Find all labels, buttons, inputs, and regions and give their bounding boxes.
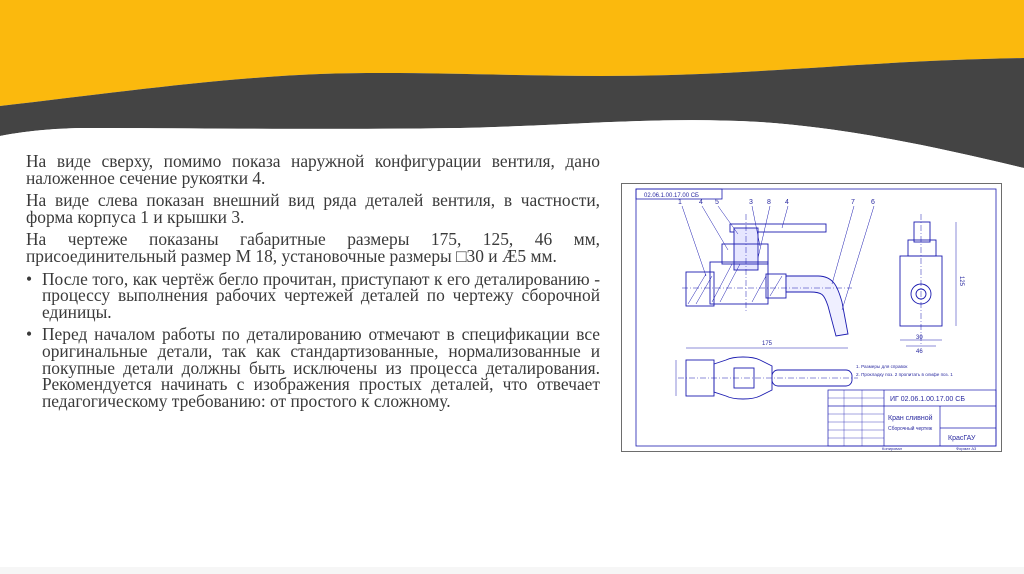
top-view xyxy=(676,348,858,399)
callout-label: 3 xyxy=(749,199,753,206)
drawing-sheet xyxy=(622,184,1001,451)
dim-width-label: 175 xyxy=(762,341,773,347)
title-org: КрасГАУ xyxy=(948,435,976,442)
dim-height-label: 125 xyxy=(958,276,964,287)
title-subname: Сборочный чертеж xyxy=(888,426,933,432)
callout-label: 4 xyxy=(785,199,789,206)
footer-left: Копировал xyxy=(882,446,903,451)
title-name: Кран сливной xyxy=(888,415,933,422)
paragraph-left-view xyxy=(26,192,600,225)
stamp-top-text: 02.06.1.00.17.00 СБ xyxy=(644,193,699,199)
bullet-item-specification xyxy=(26,326,600,409)
paragraph-text: Перед началом работы по деталированию отмечают в спецификации все оригинальные детали, так как стандартизованные, нормализованные и покупные детали должны быть исключены из процесса деталирования. Рекомендуется начинать с изображения простых деталей, что отвечает педагогическому требованию: от простого к сложному. xyxy=(42,324,600,411)
drawing-note: 2. Прокладку поз. 2 пропитать в олифе поз. 1 xyxy=(856,372,953,377)
dim-side-label: 46 xyxy=(916,349,923,355)
front-view xyxy=(682,214,852,336)
title-code: ИГ 02.06.1.00.17.00 СБ xyxy=(890,396,965,403)
body-text xyxy=(26,153,600,415)
bottom-strip xyxy=(0,567,1024,574)
bullet-marker: • xyxy=(26,324,33,345)
callout-label: 1 xyxy=(678,199,682,206)
callout-label: 5 xyxy=(715,199,719,206)
dim-side2-label: 30 xyxy=(916,335,923,341)
callout-label: 4 xyxy=(699,199,703,206)
callout-label: 8 xyxy=(767,199,771,206)
side-cap xyxy=(914,222,930,242)
paragraph-top-view xyxy=(26,153,600,186)
footer-right: Формат А3 xyxy=(956,446,977,451)
drawing-note: 1. Размеры для справок xyxy=(856,364,908,369)
callouts xyxy=(682,206,874,310)
paragraph-text: На чертеже показаны габаритные размеры 175, 125, 46 мм, присоединительный размер М 18, установочные размеры □30 и Æ5 мм. xyxy=(26,229,600,266)
callout-labels xyxy=(678,199,875,206)
side-view xyxy=(900,214,956,346)
paragraph-dimensions xyxy=(26,231,600,264)
paragraph-text: На виде слева показан внешний вид ряда деталей вентиля, в частности, форма корпуса 1 и крышки 3. xyxy=(26,190,600,227)
paragraph-text: После того, как чертёж бегло прочитан, приступают к его деталированию - процессу выполнения рабочих чертежей деталей по чертежу сборочной единицы. xyxy=(42,268,600,322)
callout-label: 6 xyxy=(871,199,875,206)
callout-label: 7 xyxy=(851,199,855,206)
spout xyxy=(786,276,848,336)
paragraph-text: На виде сверху, помимо показа наружной конфигурации вентиля, дано наложенное сечение рукоятки 4. xyxy=(26,151,600,188)
bullet-marker: • xyxy=(26,268,33,289)
assembly-drawing xyxy=(621,183,1002,452)
bullet-item-detailing xyxy=(26,268,600,322)
